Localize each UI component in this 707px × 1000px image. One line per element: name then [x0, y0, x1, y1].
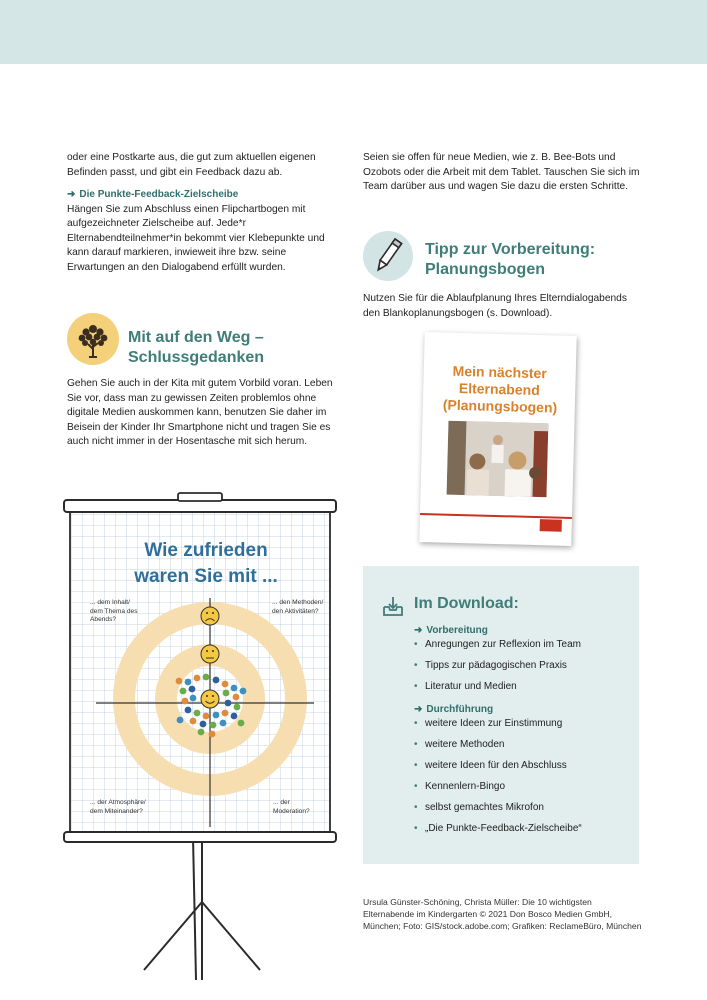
- intro-paragraph: oder eine Postkarte aus, die gut zum aktuellen eigenen Befinden passt, und gibt ein Feedback dazu ab.: [67, 152, 316, 178]
- label-methods: ... den Methoden/ den Aktivitäten?: [272, 599, 324, 615]
- label-moderation: ... der Moderation?: [273, 799, 310, 815]
- tip-body: [363, 292, 643, 321]
- group1-heading-text: Vorbereitung: [426, 625, 488, 636]
- flipchart-title-line1: Wie zufrieden: [144, 540, 268, 561]
- flipchart-stand: [144, 837, 260, 980]
- booklet-photo: [447, 421, 549, 498]
- flipchart-bottom-bar: [64, 832, 336, 842]
- credits: Ursula Günster-Schöning, Christa Müller: Die 10 wichtigsten Elternabende im Kindergarten © 2021 Don Bosco Medien GmbH, München; Foto: GIS/stock.adobe.com; Grafiken: ReclameBüro, München: [363, 897, 642, 931]
- section-body: [67, 377, 345, 450]
- right-column-top: [363, 151, 643, 195]
- list-item: • Tipps zur pädagogischen Praxis: [414, 659, 629, 680]
- smiley-neutral-icon: [201, 645, 219, 663]
- list-item: • Literatur und Medien: [414, 680, 629, 701]
- arrow-right-icon: ➜: [414, 625, 423, 636]
- list-item: • selbst gemachtes Mikrofon: [414, 801, 629, 822]
- booklet-footer-rule: [420, 513, 572, 519]
- planning-booklet: [419, 332, 576, 546]
- booklet-logo: [540, 519, 562, 532]
- list-item: • Anregungen zur Reflexion im Team: [414, 638, 629, 659]
- list-item: • weitere Ideen zur Einstimmung: [414, 717, 629, 738]
- group2-list: [414, 717, 629, 843]
- flipchart-title-line2: waren Sie mit ...: [134, 566, 278, 587]
- download-title: Im Download:: [414, 595, 519, 612]
- group2-heading-text: Durchführung: [426, 704, 494, 715]
- download-box: [363, 566, 639, 864]
- label-topic: ... dem Inhalt/ dem Thema des Abends?: [90, 599, 138, 623]
- tip-paragraph: Nutzen Sie für die Ablaufplanung Ihres Elterndialogabends den Blankoplanungsbogen (s. Download).: [363, 293, 627, 319]
- tip-title: Tipp zur Vorbereitung: Planungsbogen: [425, 241, 596, 278]
- feedback-heading-text: Die Punkte-Feedback-Zielscheibe: [79, 189, 239, 200]
- download-tray-icon: [381, 594, 405, 618]
- feedback-subheading: [67, 188, 345, 203]
- feedback-paragraph: Hängen Sie zum Abschluss einen Flipchartbogen mit aufgezeichneter Zielscheibe auf. Jede*r Elternabendteilnehmer*in bekommt vier Klebepunkte und kann darauf markieren, inwieweit ihre bzw. seine Erwartungen an den Dialogabend erfüllt wurden.: [67, 203, 325, 273]
- group2-heading: [414, 703, 629, 717]
- download-group-1: [414, 624, 629, 701]
- pencil-icon: [363, 231, 413, 281]
- list-item: • weitere Methoden: [414, 738, 629, 759]
- list-item: • „Die Punkte-Feedback-Zielscheibe“: [414, 822, 629, 843]
- tree-icon: [67, 313, 119, 365]
- flipchart-illustration: [60, 492, 340, 984]
- left-column: [67, 151, 345, 275]
- section-paragraph: Gehen Sie auch in der Kita mit gutem Vorbild voran. Leben Sie vor, dass man zu gewissen Zeiten problemlos ohne digitale Medien auskommen kann, benutzen Sie daher im Beisein der Kinder Ihr Smartphone nicht und tragen Sie es auch nicht immer in der Hosentasche mit sich herum.: [67, 378, 333, 447]
- group1-heading: [414, 624, 629, 638]
- smiley-sad-icon: [201, 607, 219, 625]
- arrow-right-icon: ➜: [414, 704, 423, 715]
- section-title: Mit auf den Weg – Schlussgedanken: [128, 329, 265, 366]
- media-paragraph: Seien sie offen für neue Medien, wie z. B. Bee-Bots und Ozobots oder die Arbeit mit dem Tablet. Tauschen Sie sich im Team darüber aus und wagen Sie dazu die ersten Schritte.: [363, 152, 640, 192]
- group1-list: [414, 638, 629, 701]
- flipchart-drawing: [60, 492, 340, 984]
- smiley-happy-icon: [201, 690, 219, 708]
- arrow-right-icon: ➜: [67, 189, 76, 200]
- header-band: [0, 0, 707, 64]
- label-atmosphere: ... der Atmosphäre/ dem Miteinander?: [90, 799, 146, 815]
- list-item: • weitere Ideen für den Abschluss: [414, 759, 629, 780]
- booklet-title: Mein nächster Elternabend (Planungsbogen): [442, 362, 558, 416]
- download-group-2: [414, 703, 629, 843]
- list-item: • Kennenlern-Bingo: [414, 780, 629, 801]
